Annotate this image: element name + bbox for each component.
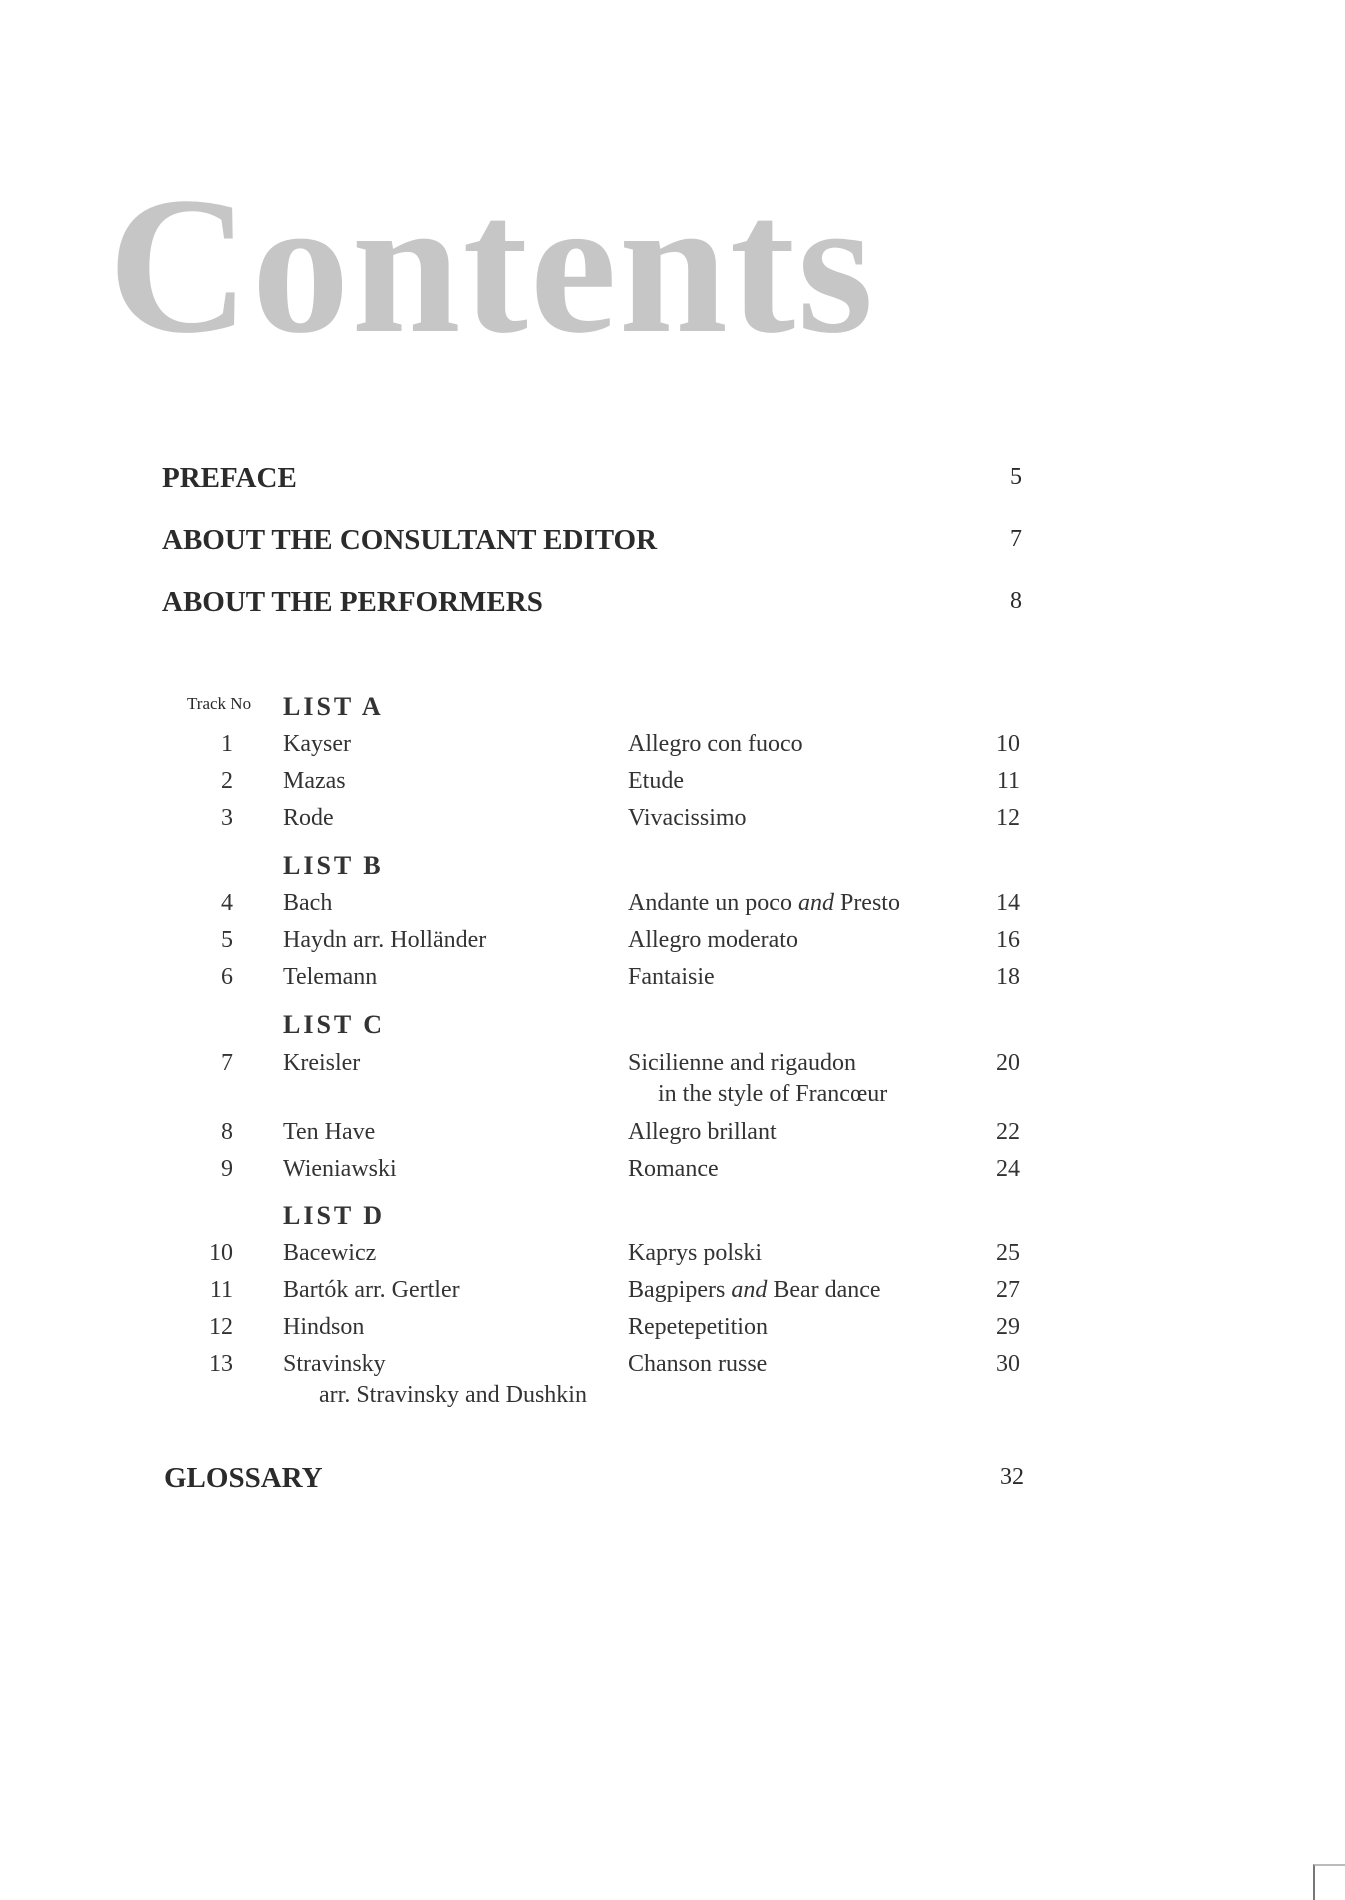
piece-title: Fantaisie [628,964,715,990]
composer [283,1349,587,1408]
composer: Bartók arr. Gertler [283,1277,460,1303]
toc-entry-glossary[interactable] [164,1462,1024,1495]
piece-title: Etude [628,768,684,794]
list-heading-d: LIST D [283,1201,386,1230]
piece-title-italic: and [797,890,834,916]
piece-title-italic: and [731,1277,768,1303]
track-number: 10 [209,1240,233,1266]
page-number: 12 [996,805,1020,831]
toc-entry-label: GLOSSARY [164,1462,323,1494]
track-number: 7 [221,1050,233,1076]
list-heading-c: LIST C [283,1010,386,1039]
piece-title-part: Presto [833,890,900,916]
page-title: Contents [108,157,876,374]
composer: Bach [283,890,333,916]
toc-entry-preface[interactable] [162,462,1022,495]
piece-subtitle: in the style of Francœur [658,1081,888,1107]
list-heading-a: LIST A [283,692,384,721]
piece-title: Romance [628,1156,719,1182]
composer-arranger: arr. Stravinsky and Dushkin [319,1382,587,1408]
track-number: 9 [221,1156,233,1182]
page-number: 10 [996,731,1020,757]
track-number: 2 [221,768,233,794]
toc-entry-page: 7 [1010,526,1022,552]
composer-line: Stravinsky [283,1351,386,1377]
page-number: 27 [996,1277,1020,1303]
track-number: 1 [221,731,233,757]
piece-title-part: Andante un poco [628,890,798,916]
page-number: 14 [996,890,1020,916]
toc-entry-page: 5 [1010,464,1022,490]
composer: Bacewicz [283,1240,377,1266]
toc-entry-label: ABOUT THE PERFORMERS [162,586,543,618]
composer: Telemann [283,964,378,990]
track-no-heading: Track No [187,694,252,713]
piece-title-part: Bear dance [767,1277,881,1303]
toc-entry-label: PREFACE [162,462,297,494]
composer: Kreisler [283,1050,361,1076]
page-number: 22 [996,1119,1020,1145]
track-number: 6 [221,964,233,990]
piece-title: Allegro brillant [628,1119,777,1145]
track-number: 13 [209,1351,233,1377]
piece-title-part: Bagpipers [628,1277,732,1303]
page-number: 29 [996,1314,1020,1340]
piece-title: Repetepetition [628,1314,768,1340]
composer: Rode [283,805,334,831]
piece-title: Allegro con fuoco [628,731,803,757]
toc-entry-page: 8 [1010,588,1022,614]
page-number: 25 [996,1240,1020,1266]
track-number: 4 [221,890,233,916]
track-number: 8 [221,1119,233,1145]
composer: Kayser [283,731,351,757]
track-number: 11 [209,1277,233,1303]
piece-title: Chanson russe [628,1351,768,1377]
page-number: 20 [996,1050,1020,1076]
piece-title [628,888,900,919]
composer: Wieniawski [283,1156,397,1182]
composer: Ten Have [283,1119,376,1145]
piece-title [628,1048,888,1107]
piece-title: Vivacissimo [628,805,747,831]
page-number: 18 [996,964,1020,990]
composer: Mazas [283,768,346,794]
page-corner-mark [1313,1864,1345,1900]
toc-entry-about-performers[interactable] [162,586,1022,619]
page-number: 24 [996,1156,1020,1182]
composer: Haydn arr. Holländer [283,927,487,953]
track-number: 3 [221,805,233,831]
page-number: 30 [996,1351,1020,1377]
toc-entry-page: 32 [1000,1464,1024,1490]
composer: Hindson [283,1314,365,1340]
track-number: 5 [221,927,233,953]
page-number: 16 [996,927,1020,953]
piece-title: Kaprys polski [628,1240,762,1266]
toc-entry-label: ABOUT THE CONSULTANT EDITOR [162,524,658,556]
toc-entry-about-consultant-editor[interactable] [162,524,1022,557]
track-number: 12 [209,1314,233,1340]
piece-title-line: Sicilienne and rigaudon [628,1050,856,1076]
list-heading-b: LIST B [283,851,384,880]
page-number: 11 [996,768,1020,794]
piece-title [628,1275,881,1306]
piece-title: Allegro moderato [628,927,798,953]
